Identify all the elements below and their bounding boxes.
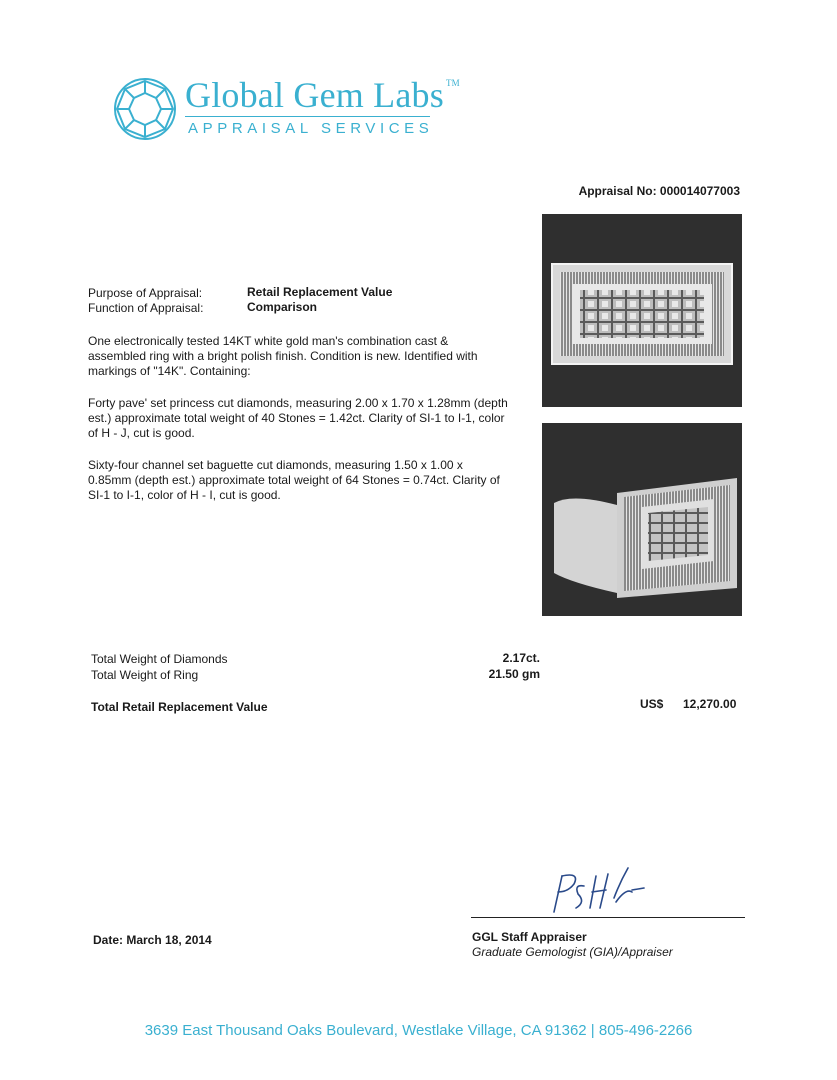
appraiser-signature	[540, 862, 650, 918]
diamonds-weight-label: Total Weight of Diamonds	[91, 652, 228, 666]
stone-text-2: Sixty-four channel set baguette cut diamonds, measuring 1.50 x 1.00 x 0.85mm (depth est.) approximate total weight of 64 Stones = 0.74ct. Clarity of SI-1 to I-1, color of H - I, cut is good.	[88, 458, 500, 502]
stone-description-1	[88, 396, 508, 441]
footer-address: 3639 East Thousand Oaks Boulevard, Westlake Village, CA 91362 | 805-496-2266	[144, 1022, 693, 1039]
ring-weight-label: Total Weight of Ring	[91, 668, 199, 682]
brand-name-text: Global Gem Labs	[185, 75, 444, 115]
appraiser-credential: Graduate Gemologist (GIA)/Appraiser	[472, 945, 673, 959]
appraisal-number: Appraisal No: 000014077003	[578, 184, 740, 198]
function-label: Function of Appraisal:	[88, 301, 204, 315]
brand-name	[185, 74, 460, 116]
ring-photo-angle	[542, 423, 742, 616]
item-description	[88, 334, 508, 379]
purpose-value: Retail Replacement Value	[247, 285, 393, 299]
stone-text-1: Forty pave' set princess cut diamonds, measuring 2.00 x 1.70 x 1.28mm (depth est.) approximate total weight of 40 Stones = 1.42ct. Clarity of SI-1 to I-1, color of H - J, cut is good.	[88, 396, 508, 440]
trademark: TM	[445, 78, 460, 88]
appraiser-title: GGL Staff Appraiser	[472, 930, 587, 944]
currency-label: US$	[640, 697, 664, 711]
signature-line	[471, 917, 745, 918]
brand-subtitle: APPRAISAL SERVICES	[188, 120, 434, 137]
stone-description-2	[88, 458, 508, 503]
diamonds-weight-value: 2.17ct.	[502, 651, 540, 665]
function-value: Comparison	[247, 300, 318, 314]
diamond-logo-icon	[112, 76, 178, 142]
ring-weight-value: 21.50 gm	[488, 667, 540, 681]
appraisal-date: Date: March 18, 2014	[93, 933, 212, 947]
retail-value-amount: 12,270.00	[683, 697, 737, 711]
logo-divider	[185, 116, 430, 117]
retail-value-label: Total Retail Replacement Value	[91, 700, 268, 714]
description-text: One electronically tested 14KT white gold man's combination cast & assembled ring with a bright polish finish. Condition is new. Identified with markings of "14K". Containing:	[88, 334, 478, 378]
purpose-label: Purpose of Appraisal:	[88, 286, 203, 300]
ring-photo-top	[542, 214, 742, 407]
